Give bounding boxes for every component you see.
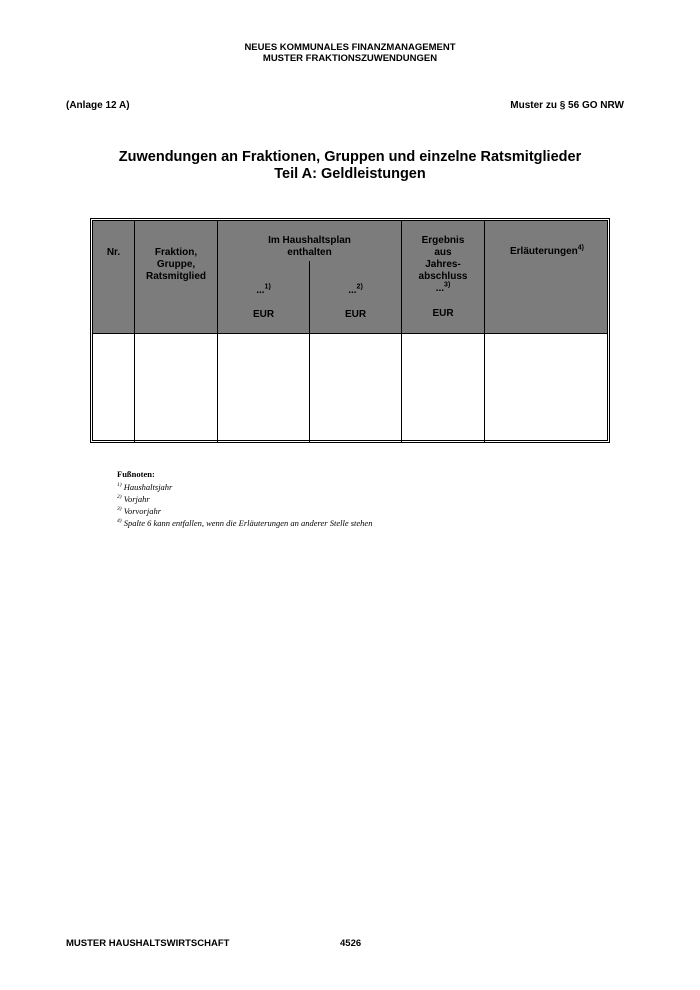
footnote-3-mark: 3): [117, 506, 122, 513]
page-number: 4526: [340, 938, 362, 949]
header-fraktion-line-2: Gruppe,: [156, 259, 196, 270]
header-subcol-1: [218, 285, 309, 297]
subcol-2-dots: ...: [348, 285, 357, 296]
header-haushaltsplan-line-1: Im Haushaltsplan: [268, 235, 351, 246]
header-subcol-2: [310, 285, 401, 297]
footnote-1-mark: 1): [117, 481, 122, 488]
page-title: [0, 149, 700, 183]
document-header: [0, 42, 700, 64]
header-ergebnis-line-3: Jahres-: [425, 259, 461, 270]
footnote-3-text: Vorvorjahr: [123, 505, 162, 516]
erlaeuterungen-footnote-mark: 4): [577, 244, 585, 252]
header-line-2: MUSTER FRAKTIONSZUWENDUNGEN: [262, 53, 438, 64]
footnote-4-mark: 4): [117, 518, 122, 525]
subcol-2-footnote-mark: 2): [356, 283, 363, 291]
header-haushaltsplan-line-2: enthalten: [287, 247, 332, 258]
footnote-3: [117, 504, 372, 516]
header-ergebnis-line-4: abschluss: [418, 271, 468, 282]
anlage-label: (Anlage 12 A): [66, 100, 130, 111]
title-line-2: Teil A: Geldleistungen: [274, 166, 426, 182]
footnote-2-mark: 2): [117, 493, 122, 500]
header-ergebnis-dots: [402, 283, 484, 295]
subcol-3-dots: ...: [435, 283, 445, 294]
erlaeuterungen-label: Erläuterungen: [509, 246, 578, 257]
subcol-1-footnote-mark: 1): [264, 283, 271, 291]
header-fraktion-line-3: Ratsmitglied: [145, 271, 206, 282]
footnote-4: [117, 516, 372, 528]
header-line-1: NEUES KOMMUNALES FINANZMANAGEMENT: [244, 42, 456, 53]
footnote-4-text: Spalte 6 kann entfallen, wenn die Erläuterungen an anderer Stelle stehen: [123, 518, 373, 529]
footnote-2-text: Vorjahr: [123, 493, 150, 504]
header-nr: Nr.: [106, 247, 121, 258]
subcol-1-dots: ...: [256, 285, 265, 296]
header-fraktion-line-1: Fraktion,: [154, 247, 198, 258]
zuwendungen-table: [90, 218, 610, 443]
table-frame: [92, 220, 608, 441]
footnotes: [117, 469, 372, 529]
header-haushaltsplan: [218, 235, 401, 259]
title-line-1: Zuwendungen an Fraktionen, Gruppen und einzelne Ratsmitglieder: [118, 149, 582, 165]
header-subcol-1-eur: EUR: [252, 309, 275, 320]
footnotes-title: Fußnoten:: [117, 469, 155, 479]
header-ergebnis: [402, 235, 484, 295]
header-fraktion: [135, 247, 217, 283]
header-subcol-2-eur: EUR: [344, 309, 367, 320]
muster-reference: Muster zu § 56 GO NRW: [510, 100, 624, 111]
footnote-1-text: Haushaltsjahr: [123, 481, 173, 492]
footnote-2: [117, 492, 372, 504]
header-ergebnis-line-1: Ergebnis: [421, 235, 465, 246]
footer-label: MUSTER HAUSHALTSWIRTSCHAFT: [66, 938, 230, 949]
header-ergebnis-line-2: aus: [434, 247, 452, 258]
header-erlaeuterungen: [485, 246, 609, 258]
header-ergebnis-eur: EUR: [432, 308, 454, 319]
subcol-3-footnote-mark: 3): [444, 281, 451, 289]
footnote-1: [117, 480, 372, 492]
